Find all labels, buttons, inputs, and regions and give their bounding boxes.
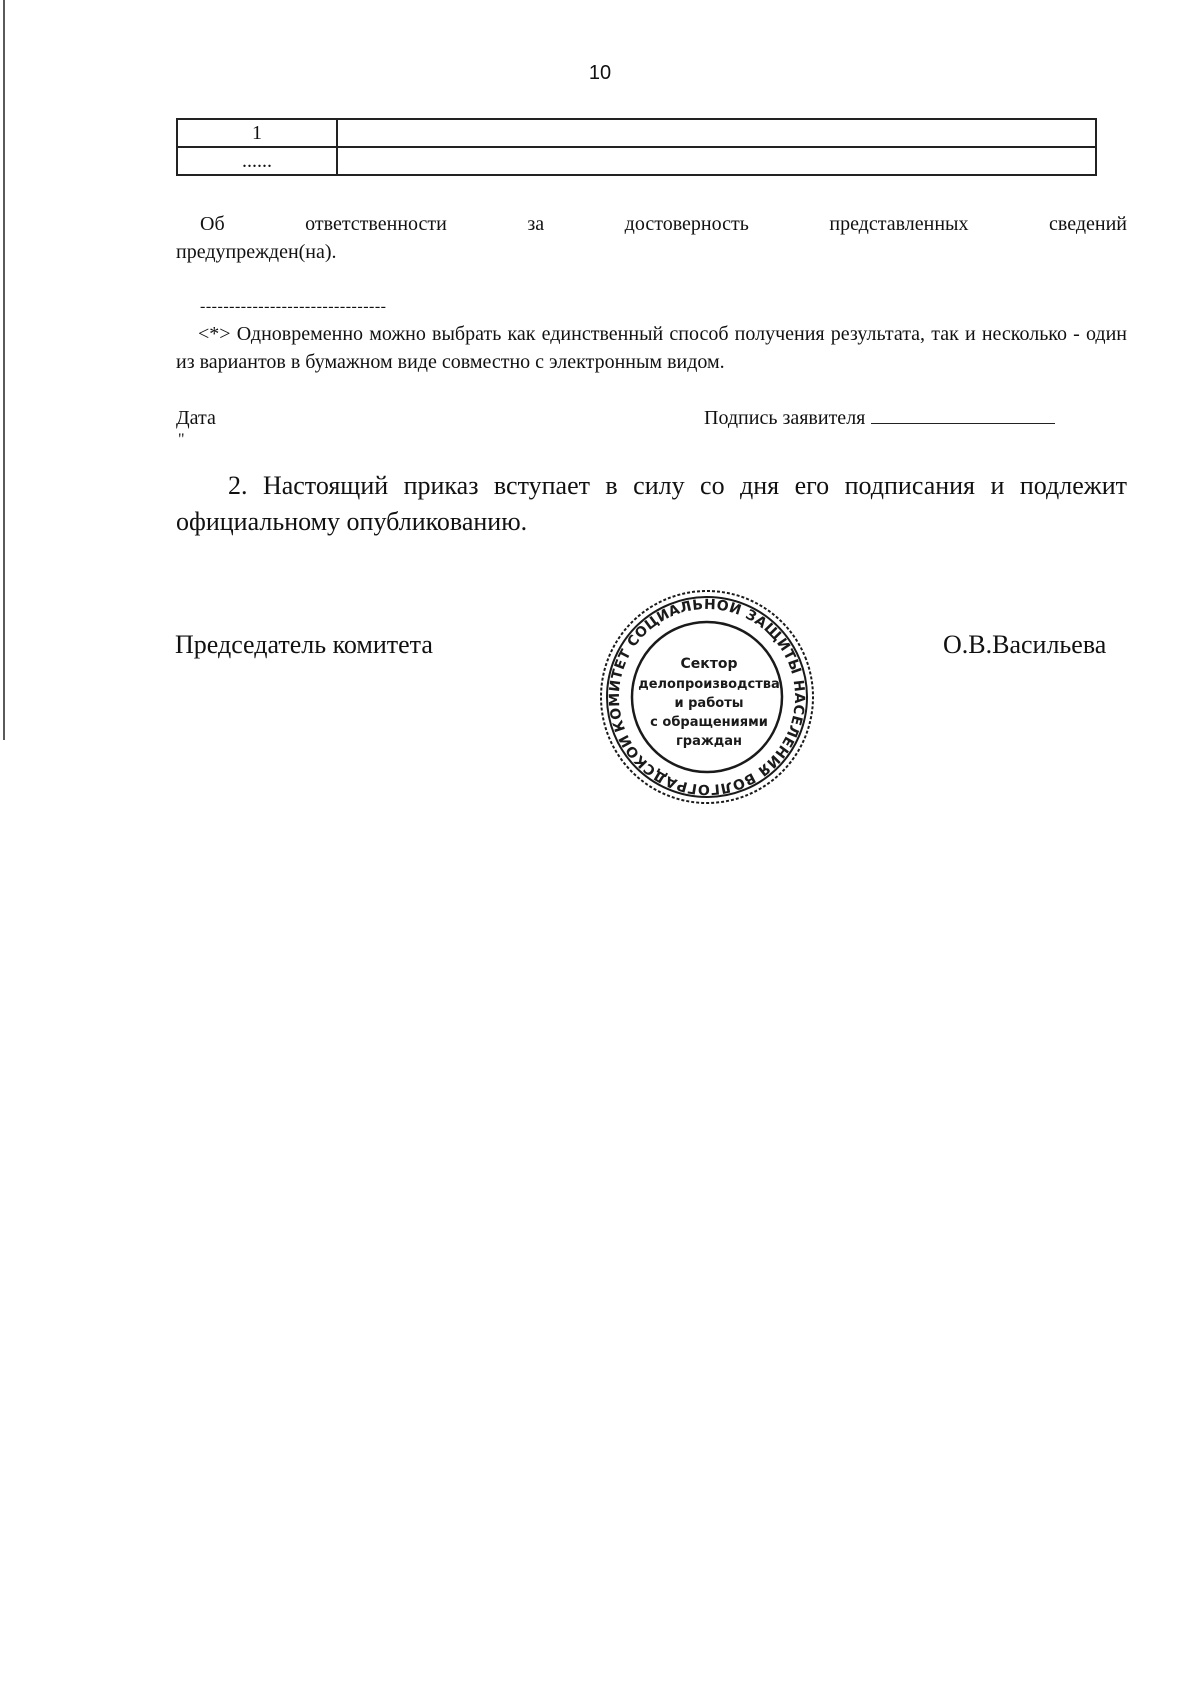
date-label: Дата xyxy=(176,407,216,429)
table-cell-number: ...... xyxy=(177,147,337,175)
footnote-text: <*> Одновременно можно выбрать как единственный способ получения результата, так и несколько - один из вариантов в бумажном виде совместно с электронным видом. xyxy=(176,323,1127,373)
signatory-name: О.В.Васильева xyxy=(943,630,1107,659)
date-quote-mark: " xyxy=(178,431,185,448)
footnote-separator: -------------------------------- xyxy=(200,298,387,315)
responsibility-word: сведений xyxy=(1049,213,1127,235)
stamp-seal-graphic xyxy=(592,582,822,812)
scan-edge-line xyxy=(3,0,5,740)
responsibility-statement xyxy=(176,210,1127,266)
responsibility-word: достоверность xyxy=(624,213,749,235)
stamp-inner-line: делопроизводства xyxy=(638,677,780,692)
stamp-inner-line: Сектор xyxy=(680,656,738,672)
table-cell-value xyxy=(337,119,1096,147)
responsibility-word: за xyxy=(527,213,545,235)
table-cell-number: 1 xyxy=(177,119,337,147)
table-row xyxy=(177,119,1096,147)
page-number: 10 xyxy=(588,62,612,84)
responsibility-first-line xyxy=(176,210,1127,238)
signature-blank-line xyxy=(871,409,1055,424)
stamp-outer-text: КОМИТЕТ СОЦИАЛЬНОЙ ЗАЩИТЫ НАСЕЛЕНИЯ ВОЛГОГРАДСКОЙ xyxy=(606,596,808,798)
stamp-inner-line: с обращениями xyxy=(650,715,768,730)
stamp-inner-line: и работы xyxy=(674,696,744,711)
responsibility-word: представленных xyxy=(829,213,969,235)
responsibility-word: ответственности xyxy=(305,213,447,235)
applicant-signature xyxy=(704,407,1055,430)
options-table xyxy=(176,118,1097,176)
signatory-title: Председатель комитета xyxy=(175,630,433,659)
responsibility-word: Об xyxy=(200,213,225,235)
signature-label: Подпись заявителя xyxy=(704,407,866,429)
table-row xyxy=(177,147,1096,175)
stamp-inner-line: граждан xyxy=(675,734,743,749)
table-cell-value xyxy=(337,147,1096,175)
order-paragraph: 2. Настоящий приказ вступает в силу со дня его подписания и подлежит официальному опубликованию. xyxy=(176,471,1127,536)
official-stamp xyxy=(592,582,822,812)
responsibility-continuation: предупрежден(на). xyxy=(176,241,337,263)
